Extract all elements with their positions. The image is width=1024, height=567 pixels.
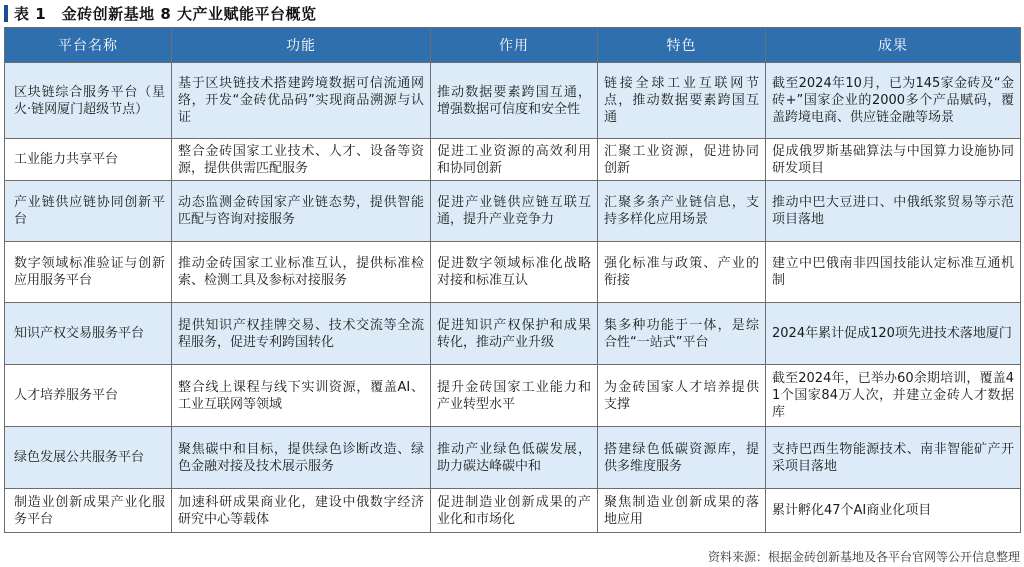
table-caption	[0, 0, 317, 26]
cell-role: 促进产业链供应链互联互通，提升产业竞争力	[431, 181, 598, 242]
cell-function: 加速科研成果商业化，建设中俄数字经济研究中心等载体	[172, 489, 431, 533]
cell-result: 推动中巴大豆进口、中俄纸浆贸易等示范项目落地	[766, 181, 1021, 242]
cell-feature: 强化标准与政策、产业的衔接	[598, 242, 766, 303]
table-row	[5, 365, 1021, 427]
cell-feature: 搭建绿色低碳资源库，提供多维度服务	[598, 427, 766, 489]
col-header-feature: 特色	[598, 28, 766, 63]
cell-function: 推动金砖国家工业标准互认，提供标准检索、检测工具及参标对接服务	[172, 242, 431, 303]
cell-role: 促进知识产权保护和成果转化，推动产业升级	[431, 303, 598, 365]
cell-role: 推动产业绿色低碳发展，助力碳达峰碳中和	[431, 427, 598, 489]
cell-platform-name: 人才培养服务平台	[5, 365, 172, 427]
col-header-role: 作用	[431, 28, 598, 63]
cell-feature: 为金砖国家人才培养提供支撑	[598, 365, 766, 427]
cell-feature: 汇聚多条产业链信息，支持多样化应用场景	[598, 181, 766, 242]
cell-platform-name: 产业链供应链协同创新平台	[5, 181, 172, 242]
table-row	[5, 303, 1021, 365]
table-row	[5, 489, 1021, 533]
cell-result: 截至2024年，已举办60余期培训，覆盖41个国家84万人次，并建立金砖人才数据库	[766, 365, 1021, 427]
cell-result: 累计孵化47个AI商业化项目	[766, 489, 1021, 533]
cell-feature: 集多种功能于一体，是综合性“一站式”平台	[598, 303, 766, 365]
cell-function: 整合金砖国家工业技术、人才、设备等资源，提供供需匹配服务	[172, 139, 431, 181]
cell-result: 促成俄罗斯基础算法与中国算力设施协同研发项目	[766, 139, 1021, 181]
col-header-name: 平台名称	[5, 28, 172, 63]
cell-result: 支持巴西生物能源技术、南非智能矿产开采项目落地	[766, 427, 1021, 489]
cell-function: 提供知识产权挂牌交易、技术交流等全流程服务，促进专利跨国转化	[172, 303, 431, 365]
cell-role: 促进工业资源的高效利用和协同创新	[431, 139, 598, 181]
table-title: 表 1 金砖创新基地 8 大产业赋能平台概览	[14, 4, 317, 23]
cell-function: 整合线上课程与线下实训资源，覆盖AI、工业互联网等领域	[172, 365, 431, 427]
col-header-result: 成果	[766, 28, 1021, 63]
cell-feature: 聚焦制造业创新成果的落地应用	[598, 489, 766, 533]
cell-role: 促进制造业创新成果的产业化和市场化	[431, 489, 598, 533]
caption-marker	[4, 5, 8, 22]
cell-feature: 汇聚工业资源，促进协同创新	[598, 139, 766, 181]
col-header-function: 功能	[172, 28, 431, 63]
table-row	[5, 63, 1021, 139]
cell-platform-name: 工业能力共享平台	[5, 139, 172, 181]
cell-platform-name: 数字领域标准验证与创新应用服务平台	[5, 242, 172, 303]
table-row	[5, 181, 1021, 242]
platform-table	[4, 27, 1021, 533]
cell-role: 促进数字领域标准化战略对接和标准互认	[431, 242, 598, 303]
table-row	[5, 139, 1021, 181]
cell-function: 聚焦碳中和目标，提供绿色诊断改造、绿色金融对接及技术展示服务	[172, 427, 431, 489]
cell-role: 提升金砖国家工业能力和产业转型水平	[431, 365, 598, 427]
cell-function: 动态监测金砖国家产业链态势，提供智能匹配与咨询对接服务	[172, 181, 431, 242]
table-row	[5, 427, 1021, 489]
source-note: 资料来源：根据金砖创新基地及各平台官网等公开信息整理	[707, 550, 1020, 564]
cell-platform-name: 绿色发展公共服务平台	[5, 427, 172, 489]
cell-role: 推动数据要素跨国互通，增强数据可信度和安全性	[431, 63, 598, 139]
cell-platform-name: 区块链综合服务平台（星火·链网厦门超级节点）	[5, 63, 172, 139]
cell-result: 截至2024年10月，已为145家金砖及“金砖+”国家企业的2000多个产品赋码，覆盖跨境电商、供应链金融等场景	[766, 63, 1021, 139]
cell-result: 建立中巴俄南非四国技能认定标准互通机制	[766, 242, 1021, 303]
cell-platform-name: 知识产权交易服务平台	[5, 303, 172, 365]
cell-result: 2024年累计促成120项先进技术落地厦门	[766, 303, 1021, 365]
cell-function: 基于区块链技术搭建跨境数据可信流通网络，开发“金砖优品码”实现商品溯源与认证	[172, 63, 431, 139]
cell-platform-name: 制造业创新成果产业化服务平台	[5, 489, 172, 533]
header-row	[5, 28, 1021, 63]
cell-feature: 链接全球工业互联网节点，推动数据要素跨国互通	[598, 63, 766, 139]
table-row	[5, 242, 1021, 303]
